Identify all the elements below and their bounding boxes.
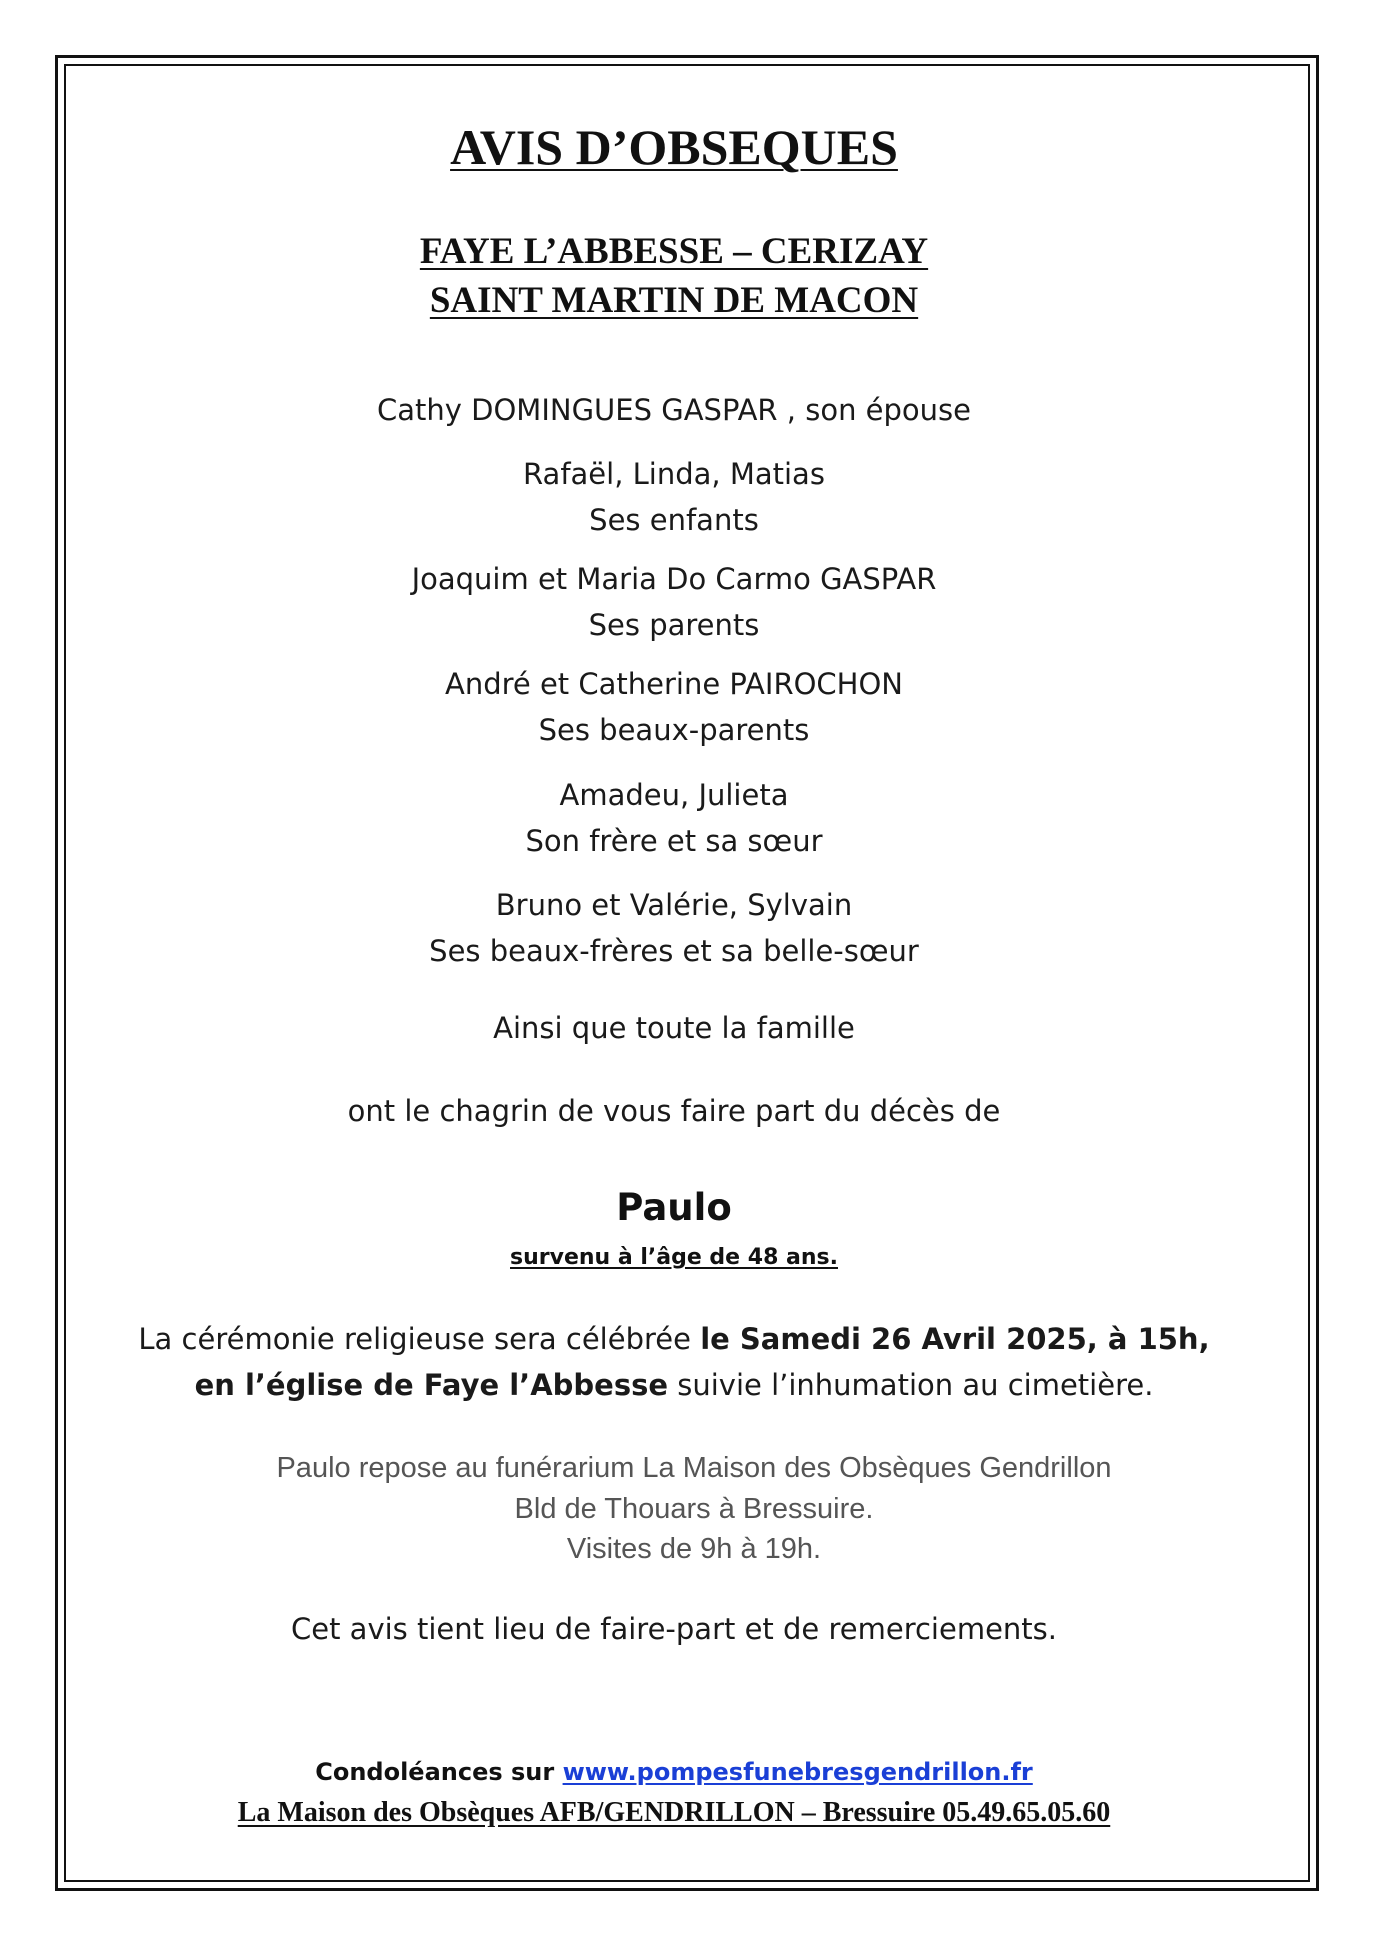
rest-line-3: Visites de 9h à 19h. [566, 1533, 822, 1565]
rest-line-1: Paulo repose au funérarium La Maison des Obsèques Gendrillon [276, 1452, 1112, 1484]
family-in-laws-relation: Ses beaux-parents [538, 713, 810, 747]
condolences-line [0, 1758, 1348, 1786]
deceased-age-wrap [0, 1245, 1348, 1270]
ceremony-line-1-text: La cérémonie religieuse sera célébrée [138, 1322, 701, 1356]
ceremony-place: en l’église de Faye l’Abbesse [194, 1368, 669, 1402]
deceased-age: survenu à l’âge de 48 ans. [510, 1245, 838, 1270]
rest-line-2: Bld de Thouars à Bressuire. [514, 1493, 874, 1525]
closing-note: Cet avis tient lieu de faire-part et de remerciements. [291, 1612, 1057, 1646]
family-closing: Ainsi que toute la famille [493, 1011, 855, 1045]
announcement: ont le chagrin de vous faire part du décès de [347, 1094, 1001, 1128]
family-siblings-names: Amadeu, Julieta [559, 778, 789, 812]
family-children-names: Rafaël, Linda, Matias [523, 457, 825, 491]
family-siblings-in-law-relation: Ses beaux-frères et sa belle-sœur [429, 934, 919, 968]
family-spouse: Cathy DOMINGUES GASPAR , son épouse [377, 393, 971, 427]
ceremony-date: le Samedi 26 Avril 2025, à 15h, [700, 1322, 1210, 1356]
inner-border [64, 64, 1310, 1882]
deceased-name: Paulo [616, 1186, 732, 1229]
location-line-2: SAINT MARTIN DE MACON [429, 280, 919, 321]
ceremony-line-1 [0, 1322, 1348, 1356]
notice-title: AVIS D’OBSEQUES [450, 119, 898, 175]
condolences-link[interactable]: www.pompesfunebresgendrillon.fr [562, 1758, 1033, 1786]
family-parents-names: Joaquim et Maria Do Carmo GASPAR [411, 562, 937, 596]
family-children-relation: Ses enfants [589, 503, 759, 537]
ceremony-line-2 [0, 1368, 1348, 1402]
family-siblings-relation: Son frère et sa sœur [525, 824, 823, 858]
family-parents-relation: Ses parents [588, 608, 760, 642]
family-in-laws-names: André et Catherine PAIROCHON [444, 667, 903, 701]
family-siblings-in-law-names: Bruno et Valérie, Sylvain [495, 888, 853, 922]
ceremony-line-2-text: suivie l’inhumation au cimetière. [668, 1368, 1154, 1402]
footer-contact: La Maison des Obsèques AFB/GENDRILLON – Bressuire 05.49.65.05.60 [237, 1797, 1111, 1828]
condolences-label: Condoléances sur [315, 1758, 563, 1786]
location-line-1: FAYE L’ABBESSE – CERIZAY [419, 231, 929, 272]
